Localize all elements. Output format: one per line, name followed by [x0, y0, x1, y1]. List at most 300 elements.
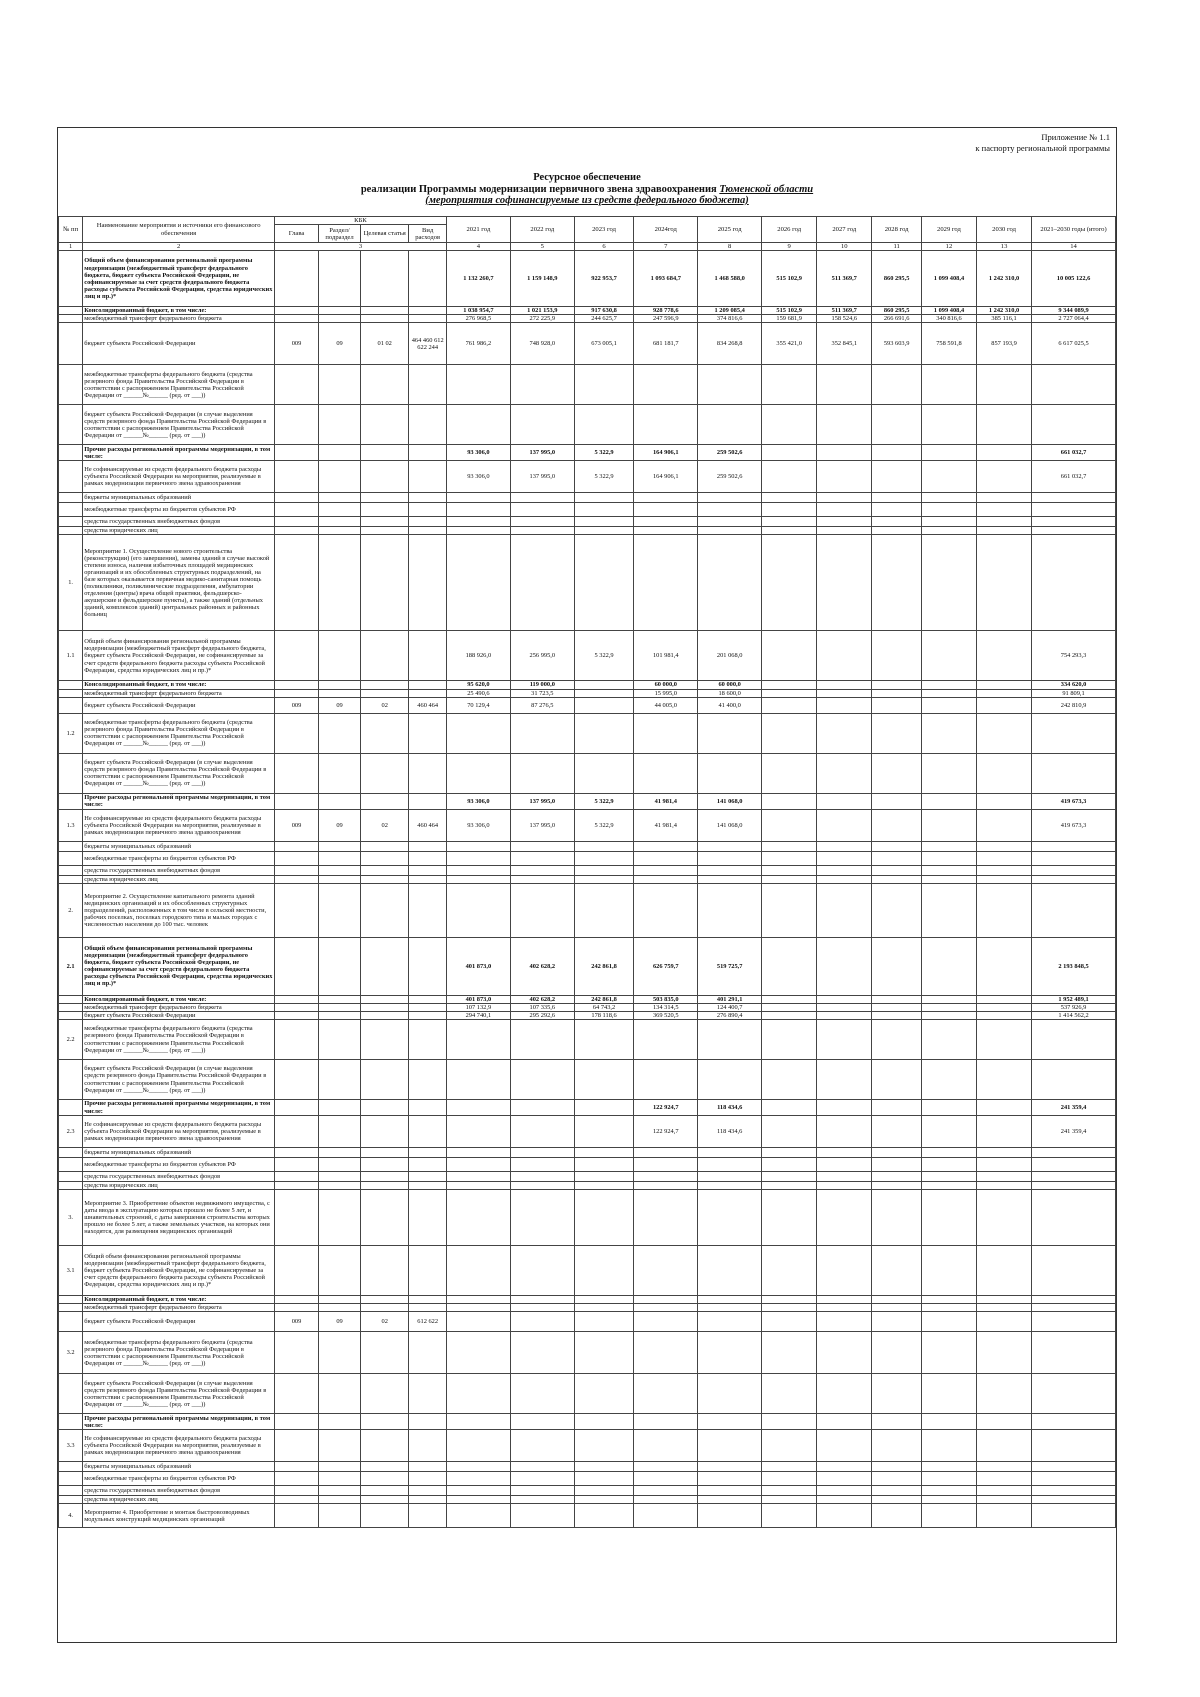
row-vid — [409, 793, 447, 809]
row-num: 1.3 — [59, 809, 83, 841]
row-value-2025 — [698, 883, 762, 937]
row-value-2027 — [817, 405, 872, 445]
row-value-2025: 141 068,0 — [698, 809, 762, 841]
row-value-2023: 5 322,9 — [574, 809, 634, 841]
row-cel — [360, 1472, 408, 1486]
row-razdel — [319, 1504, 361, 1528]
row-value-2028: 266 691,6 — [872, 315, 922, 323]
row-value-2029 — [921, 883, 976, 937]
table-row — [59, 1182, 1116, 1190]
row-value-2029 — [921, 841, 976, 851]
row-value-2022 — [510, 1332, 574, 1374]
row-value-2030 — [977, 1312, 1032, 1332]
row-value-2027 — [817, 865, 872, 875]
row-value-2021 — [446, 527, 510, 535]
row-cel — [360, 1158, 408, 1172]
row-value-2024 — [634, 1182, 698, 1190]
row-value-2028 — [872, 1472, 922, 1486]
row-value-2021: 95 620,0 — [446, 681, 510, 689]
row-value-2026 — [762, 1332, 817, 1374]
row-value-2023 — [574, 1332, 634, 1374]
row-value-2025 — [698, 405, 762, 445]
row-value-2028 — [872, 527, 922, 535]
row-value-2029 — [921, 793, 976, 809]
row-razdel: 09 — [319, 809, 361, 841]
row-value-2024: 60 000,0 — [634, 681, 698, 689]
row-value-2025 — [698, 1332, 762, 1374]
row-value-2021 — [446, 503, 510, 517]
row-value-2023 — [574, 535, 634, 631]
header-num: № пп — [59, 217, 83, 243]
row-value-2022 — [510, 851, 574, 865]
row-value-2022 — [510, 1374, 574, 1414]
row-value-2030 — [977, 697, 1032, 713]
table-row — [59, 1116, 1116, 1148]
row-glava — [275, 753, 319, 793]
row-razdel — [319, 1182, 361, 1190]
table-row — [59, 1148, 1116, 1158]
row-value-2023 — [574, 365, 634, 405]
row-value-2025: 41 400,0 — [698, 697, 762, 713]
row-value-2030 — [977, 995, 1032, 1003]
row-vid — [409, 517, 447, 527]
table-row — [59, 1472, 1116, 1486]
row-num — [59, 793, 83, 809]
row-value-2026 — [762, 1148, 817, 1158]
row-glava — [275, 535, 319, 631]
row-num — [59, 1148, 83, 1158]
title-line-2-text: реализации Программы модернизации первичного звена здравоохранения — [360, 183, 717, 195]
row-value-2022 — [510, 493, 574, 503]
row-total: 1 414 562,2 — [1032, 1011, 1116, 1019]
row-razdel — [319, 1472, 361, 1486]
row-value-2021 — [446, 493, 510, 503]
table-row — [59, 995, 1116, 1003]
row-value-2028 — [872, 1312, 922, 1332]
header-index-7: 7 — [634, 243, 698, 251]
row-value-2027 — [817, 365, 872, 405]
header-index-3: 3 — [275, 243, 447, 251]
row-value-2025: 118 434,6 — [698, 1116, 762, 1148]
row-glava: 009 — [275, 809, 319, 841]
row-value-2025 — [698, 365, 762, 405]
header-kbk: КБК — [275, 217, 447, 225]
row-value-2022 — [510, 527, 574, 535]
row-value-2024: 369 520,5 — [634, 1011, 698, 1019]
row-description: Консолидированный бюджет, в том числе: — [83, 1296, 275, 1304]
row-razdel — [319, 713, 361, 753]
row-value-2028 — [872, 793, 922, 809]
row-value-2028 — [872, 1182, 922, 1190]
row-value-2022 — [510, 1182, 574, 1190]
row-glava — [275, 1172, 319, 1182]
row-description: Консолидированный бюджет, в том числе: — [83, 681, 275, 689]
header-vid: Вид расходов — [409, 225, 447, 243]
row-value-2026 — [762, 1312, 817, 1332]
table-row — [59, 851, 1116, 865]
row-razdel — [319, 865, 361, 875]
row-num — [59, 365, 83, 405]
row-value-2028 — [872, 697, 922, 713]
row-vid — [409, 1148, 447, 1158]
row-num — [59, 681, 83, 689]
row-description: Прочие расходы региональной программы модернизации, в том числе: — [83, 793, 275, 809]
row-num — [59, 1312, 83, 1332]
row-value-2022 — [510, 713, 574, 753]
row-vid — [409, 1486, 447, 1496]
row-value-2023 — [574, 1312, 634, 1332]
row-value-2027 — [817, 1148, 872, 1158]
row-cel — [360, 841, 408, 851]
row-vid — [409, 1190, 447, 1246]
appendix-line-2: к паспорту региональной программы — [975, 143, 1110, 153]
row-cel — [360, 1020, 408, 1060]
row-value-2026 — [762, 1430, 817, 1462]
row-description: межбюджетные трансферты из бюджетов субъектов РФ — [83, 503, 275, 517]
row-cel — [360, 527, 408, 535]
row-value-2028 — [872, 851, 922, 865]
row-value-2023 — [574, 841, 634, 851]
table-row — [59, 753, 1116, 793]
row-description: межбюджетные трансферты из бюджетов субъектов РФ — [83, 851, 275, 865]
row-value-2022: 31 723,5 — [510, 689, 574, 697]
row-total — [1032, 1246, 1116, 1296]
row-value-2021: 188 926,0 — [446, 631, 510, 681]
row-value-2029 — [921, 1060, 976, 1100]
row-num — [59, 753, 83, 793]
row-num — [59, 1158, 83, 1172]
row-description: Мероприятие 2. Осуществление капитального ремонта зданий медицинских организаций и их обособленных структурных подразделений, расположенных в том числе в сельской местности, рабочих поселках, поселках городского типа и малых городах с численностью населения до 100 тыс. человек — [83, 883, 275, 937]
row-value-2025 — [698, 1172, 762, 1182]
row-value-2027: 511 369,7 — [817, 307, 872, 315]
row-value-2029 — [921, 937, 976, 995]
row-value-2025: 201 068,0 — [698, 631, 762, 681]
row-value-2021: 1 132 260,7 — [446, 251, 510, 307]
table-row — [59, 527, 1116, 535]
row-razdel — [319, 1304, 361, 1312]
row-value-2028 — [872, 1504, 922, 1528]
row-value-2024: 503 835,0 — [634, 995, 698, 1003]
row-value-2024 — [634, 1414, 698, 1430]
row-cel — [360, 315, 408, 323]
table-row — [59, 1312, 1116, 1332]
row-glava — [275, 405, 319, 445]
row-vid — [409, 1296, 447, 1304]
row-value-2029 — [921, 1246, 976, 1296]
row-value-2030 — [977, 1100, 1032, 1116]
row-value-2030 — [977, 365, 1032, 405]
row-value-2026 — [762, 1462, 817, 1472]
row-value-2030 — [977, 517, 1032, 527]
row-num — [59, 995, 83, 1003]
row-value-2028 — [872, 1172, 922, 1182]
row-value-2023 — [574, 689, 634, 697]
row-num — [59, 841, 83, 851]
table-row — [59, 461, 1116, 493]
row-glava — [275, 1486, 319, 1496]
row-value-2021 — [446, 1158, 510, 1172]
row-value-2030 — [977, 631, 1032, 681]
row-cel: 02 — [360, 809, 408, 841]
row-value-2030 — [977, 937, 1032, 995]
row-value-2024 — [634, 1374, 698, 1414]
row-value-2025 — [698, 1312, 762, 1332]
row-value-2021 — [446, 841, 510, 851]
row-value-2022 — [510, 1116, 574, 1148]
row-value-2024 — [634, 1504, 698, 1528]
row-glava — [275, 1148, 319, 1158]
row-value-2025: 834 268,8 — [698, 323, 762, 365]
row-vid — [409, 1462, 447, 1472]
row-value-2027 — [817, 793, 872, 809]
row-glava — [275, 1472, 319, 1486]
row-value-2027 — [817, 517, 872, 527]
row-value-2029 — [921, 1011, 976, 1019]
table-row — [59, 697, 1116, 713]
row-value-2023 — [574, 517, 634, 527]
row-value-2026 — [762, 689, 817, 697]
row-description: Мероприятие 1. Осуществление нового строительства (реконструкции) (его завершения), замены зданий в случае высокой степени износа, наличия избыточных площадей медицинских организаций и их обособленных структурных подразделений, на базе которых оказывается первичная медико-санитарная помощь (поликлиники, поликлинические подразделения, амбулатории отделения (центры) врача общей практики, фельдшерско-акушерские и фельдшерские пункты), а также зданий (отдельных зданий, комплексов зданий) центральных районных и районных больниц — [83, 535, 275, 631]
table-row — [59, 865, 1116, 875]
row-value-2021 — [446, 1182, 510, 1190]
row-value-2021 — [446, 517, 510, 527]
row-value-2028 — [872, 937, 922, 995]
header-index-4: 4 — [446, 243, 510, 251]
row-razdel — [319, 841, 361, 851]
row-value-2024 — [634, 875, 698, 883]
row-value-2024 — [634, 405, 698, 445]
row-value-2022 — [510, 1296, 574, 1304]
row-glava — [275, 1430, 319, 1462]
row-value-2025 — [698, 1472, 762, 1486]
row-description: средства государственных внебюджетных фондов — [83, 517, 275, 527]
row-value-2021 — [446, 1172, 510, 1182]
row-description: бюджет субъекта Российской Федерации (в случае выделения средств резервного фонда Правительства Российской Федерации в соответствии с распоряжением Правительства Российской Федерации от ______№______ (ред. от ___)) — [83, 753, 275, 793]
row-glava — [275, 793, 319, 809]
row-value-2026 — [762, 753, 817, 793]
row-vid — [409, 493, 447, 503]
title-region: Тюменской области — [719, 183, 814, 195]
row-value-2025: 259 502,6 — [698, 461, 762, 493]
row-value-2022: 137 995,0 — [510, 445, 574, 461]
row-value-2024: 44 005,0 — [634, 697, 698, 713]
row-value-2030 — [977, 1246, 1032, 1296]
row-total — [1032, 1414, 1116, 1430]
row-value-2021 — [446, 851, 510, 865]
row-value-2023 — [574, 883, 634, 937]
row-description: межбюджетный трансферт федерального бюджета — [83, 1304, 275, 1312]
row-glava — [275, 1190, 319, 1246]
row-value-2027 — [817, 1304, 872, 1312]
row-value-2028 — [872, 631, 922, 681]
row-description: средства государственных внебюджетных фондов — [83, 1172, 275, 1182]
row-total: 661 032,7 — [1032, 461, 1116, 493]
row-value-2027 — [817, 883, 872, 937]
row-value-2022: 256 995,0 — [510, 631, 574, 681]
row-value-2029 — [921, 851, 976, 865]
row-description: бюджет субъекта Российской Федерации (в случае выделения средств резервного фонда Правительства Российской Федерации в соответствии с распоряжением Правительства Российской Федерации от ______№______ (ред. от ___)) — [83, 405, 275, 445]
row-vid — [409, 527, 447, 535]
row-cel — [360, 883, 408, 937]
row-cel — [360, 1100, 408, 1116]
row-value-2022: 272 225,9 — [510, 315, 574, 323]
title-line-1: Ресурсное обеспечение — [533, 172, 641, 183]
title-line-3: (мероприятия софинансируемые из средств федерального бюджета) — [425, 195, 749, 206]
row-value-2027 — [817, 1172, 872, 1182]
row-vid — [409, 1414, 447, 1430]
row-vid — [409, 1182, 447, 1190]
row-num — [59, 461, 83, 493]
row-value-2021: 401 873,0 — [446, 995, 510, 1003]
row-cel — [360, 681, 408, 689]
row-vid — [409, 1496, 447, 1504]
row-value-2026 — [762, 517, 817, 527]
row-value-2022: 119 000,0 — [510, 681, 574, 689]
row-value-2025 — [698, 1060, 762, 1100]
row-glava — [275, 875, 319, 883]
row-value-2024 — [634, 753, 698, 793]
row-glava — [275, 315, 319, 323]
row-value-2027 — [817, 1504, 872, 1528]
row-value-2029 — [921, 461, 976, 493]
row-value-2022 — [510, 1312, 574, 1332]
row-value-2026 — [762, 365, 817, 405]
row-value-2025 — [698, 1374, 762, 1414]
row-total — [1032, 883, 1116, 937]
row-value-2030 — [977, 1020, 1032, 1060]
row-vid — [409, 365, 447, 405]
row-cel — [360, 365, 408, 405]
row-value-2023 — [574, 1504, 634, 1528]
row-razdel — [319, 1116, 361, 1148]
row-value-2025 — [698, 753, 762, 793]
row-vid — [409, 1003, 447, 1011]
row-razdel — [319, 753, 361, 793]
row-value-2029 — [921, 1496, 976, 1504]
table-row — [59, 323, 1116, 365]
row-value-2026 — [762, 713, 817, 753]
row-value-2024: 134 314,5 — [634, 1003, 698, 1011]
row-glava — [275, 1332, 319, 1374]
row-value-2024 — [634, 841, 698, 851]
row-value-2026 — [762, 681, 817, 689]
row-value-2026: 515 102,9 — [762, 251, 817, 307]
table-row — [59, 1430, 1116, 1462]
row-value-2024 — [634, 1496, 698, 1504]
row-razdel — [319, 1060, 361, 1100]
row-value-2027 — [817, 527, 872, 535]
row-glava — [275, 883, 319, 937]
row-value-2021 — [446, 1374, 510, 1414]
row-description: бюджеты муниципальных образований — [83, 1462, 275, 1472]
row-glava — [275, 937, 319, 995]
row-num — [59, 1414, 83, 1430]
row-description: бюджет субъекта Российской Федерации — [83, 1312, 275, 1332]
row-value-2026 — [762, 1060, 817, 1100]
row-value-2027 — [817, 1430, 872, 1462]
row-cel — [360, 865, 408, 875]
row-total — [1032, 1462, 1116, 1472]
table-row — [59, 493, 1116, 503]
row-vid — [409, 1246, 447, 1296]
row-glava — [275, 865, 319, 875]
row-value-2029 — [921, 1172, 976, 1182]
row-total — [1032, 1430, 1116, 1462]
row-cel — [360, 503, 408, 517]
row-value-2024: 15 995,0 — [634, 689, 698, 697]
row-total — [1032, 1496, 1116, 1504]
row-value-2028 — [872, 1374, 922, 1414]
row-value-2022 — [510, 535, 574, 631]
row-value-2023 — [574, 713, 634, 753]
row-value-2029 — [921, 681, 976, 689]
row-value-2026 — [762, 461, 817, 493]
header-index-9: 9 — [762, 243, 817, 251]
row-value-2028: 860 295,5 — [872, 251, 922, 307]
row-value-2023 — [574, 1414, 634, 1430]
row-value-2028 — [872, 1100, 922, 1116]
row-value-2023 — [574, 1486, 634, 1496]
row-value-2028: 860 295,5 — [872, 307, 922, 315]
row-description: Общий объем финансирования региональной программы модернизации (межбюджетный трансферт федерального бюджета, бюджет субъекта Российской Федерации, не софинансируемые за счет средств федерального бюджета расходы субъекта Российской Федерации, средства юридических лиц и пр.)* — [83, 1246, 275, 1296]
row-cel — [360, 753, 408, 793]
row-description: средства юридических лиц — [83, 875, 275, 883]
table-row — [59, 1486, 1116, 1496]
row-cel: 02 — [360, 697, 408, 713]
row-value-2027 — [817, 1020, 872, 1060]
row-razdel — [319, 1246, 361, 1296]
row-value-2027: 511 369,7 — [817, 251, 872, 307]
row-description: бюджет субъекта Российской Федерации — [83, 1011, 275, 1019]
row-vid — [409, 851, 447, 865]
row-value-2028 — [872, 517, 922, 527]
row-vid — [409, 535, 447, 631]
row-description: Мероприятие 4. Приобретение и монтаж быстровозводимых модульных конструкций медицинских организаций — [83, 1504, 275, 1528]
row-vid — [409, 865, 447, 875]
row-value-2024 — [634, 1332, 698, 1374]
row-total: 661 032,7 — [1032, 445, 1116, 461]
row-value-2021 — [446, 865, 510, 875]
row-total — [1032, 1486, 1116, 1496]
row-value-2024: 928 778,6 — [634, 307, 698, 315]
row-value-2023 — [574, 1182, 634, 1190]
row-value-2021: 93 306,0 — [446, 809, 510, 841]
row-value-2030 — [977, 1374, 1032, 1414]
row-num — [59, 315, 83, 323]
table-row — [59, 1374, 1116, 1414]
row-description: средства юридических лиц — [83, 1496, 275, 1504]
row-description: межбюджетные трансферты из бюджетов субъектов РФ — [83, 1472, 275, 1486]
row-value-2030 — [977, 1158, 1032, 1172]
row-value-2023 — [574, 493, 634, 503]
row-value-2021 — [446, 1430, 510, 1462]
row-value-2028 — [872, 995, 922, 1003]
row-value-2023 — [574, 681, 634, 689]
row-cel — [360, 405, 408, 445]
row-value-2030 — [977, 1430, 1032, 1462]
row-value-2023 — [574, 1100, 634, 1116]
row-total — [1032, 1312, 1116, 1332]
row-glava — [275, 681, 319, 689]
row-value-2028 — [872, 1060, 922, 1100]
row-value-2029 — [921, 1504, 976, 1528]
table-row — [59, 1414, 1116, 1430]
row-total: 419 673,3 — [1032, 793, 1116, 809]
row-value-2026: 515 102,9 — [762, 307, 817, 315]
row-value-2021 — [446, 535, 510, 631]
table-row — [59, 937, 1116, 995]
row-value-2025: 1 468 588,0 — [698, 251, 762, 307]
